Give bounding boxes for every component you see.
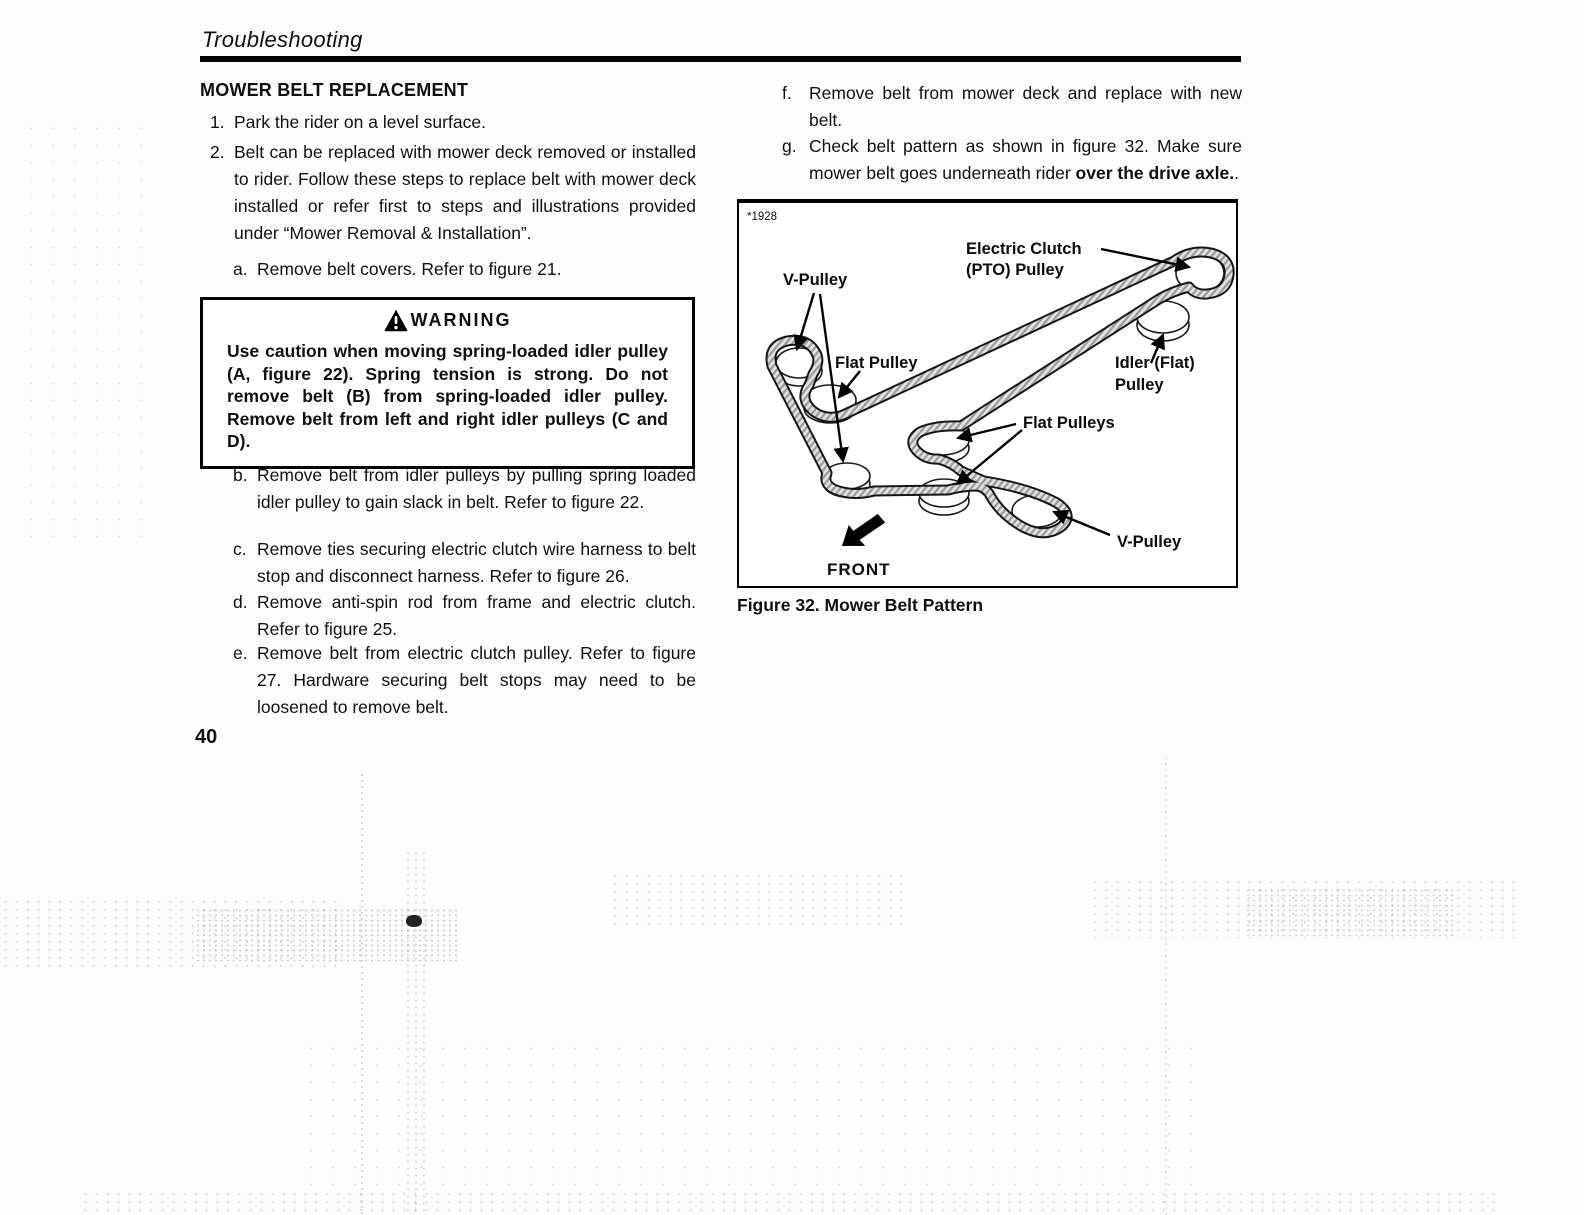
substep-text: Remove ties securing electric clutch wire harness to belt stop and disconnect harness. Refer to figure 26. (257, 539, 696, 586)
scan-noise (360, 772, 364, 1215)
running-head: Troubleshooting (202, 27, 363, 52)
step-number: 1. (210, 112, 225, 132)
figure-32-belt-diagram (737, 199, 1238, 588)
scan-noise (300, 1040, 1200, 1200)
label-idler-line1: Idler (Flat) (1115, 354, 1195, 372)
scan-noise (1164, 755, 1168, 1215)
arrow-v-pulley-top-2 (820, 294, 843, 461)
warning-title: WARNING (410, 310, 512, 330)
label-flat-pulley: Flat Pulley (835, 354, 918, 372)
substep-text: Remove anti-spin rod from frame and electric clutch. Refer to figure 25. (257, 592, 696, 639)
label-electric-clutch-line2: (PTO) Pulley (966, 261, 1064, 279)
label-v-pulley-top: V-Pulley (783, 271, 848, 289)
substep-item-e (233, 640, 696, 721)
scan-noise (80, 1190, 1500, 1212)
page-number: 40 (195, 726, 218, 748)
substep-letter: g. (782, 136, 797, 156)
label-electric-clutch-line1: Electric Clutch (966, 240, 1082, 258)
substep-text-bold: over the drive axle. (1075, 163, 1235, 183)
scan-noise (195, 908, 460, 963)
header-rule (200, 56, 1241, 62)
step-item-2 (210, 139, 696, 247)
scan-noise (404, 850, 430, 1215)
substep-item-c (233, 536, 696, 590)
substep-text: Remove belt from electric clutch pulley. Refer to figure 27. Hardware securing belt stops may need to be loosened to remove belt. (257, 643, 696, 717)
scan-noise (20, 120, 150, 550)
scan-noise (1245, 888, 1455, 936)
substep-item-b (233, 462, 696, 516)
substep-text (809, 133, 1242, 187)
figure-code-label: *1928 (747, 211, 778, 223)
warning-box (200, 297, 695, 469)
scan-noise (610, 872, 910, 927)
substep-item-g (782, 133, 1242, 187)
substep-letter: d. (233, 592, 248, 612)
section-title: MOWER BELT REPLACEMENT (200, 80, 469, 100)
warning-triangle-icon (384, 309, 408, 332)
substep-text: Remove belt covers. Refer to figure 21. (257, 259, 562, 279)
label-flat-pulleys: Flat Pulleys (1023, 414, 1115, 432)
substep-letter: a. (233, 259, 248, 279)
substep-item-a (233, 256, 696, 283)
step-number: 2. (210, 142, 225, 162)
substep-item-f (782, 80, 1242, 134)
substep-text-plain: Check belt pattern as shown in figure 32. Make sure mower belt goes underneath rider (809, 136, 1242, 183)
label-front: FRONT (827, 560, 891, 579)
label-v-pulley-bottom: V-Pulley (1117, 533, 1182, 551)
warning-header (227, 309, 668, 332)
substep-letter: b. (233, 465, 248, 485)
front-direction-arrow (842, 514, 885, 546)
belt-pattern-drawing (739, 203, 1236, 586)
substep-letter: f. (782, 83, 792, 103)
step-text: Belt can be replaced with mower deck removed or installed to rider. Follow these steps to replace belt with mower deck installed or refer first to steps and illustrations provided under “Mower Removal & Installation”. (234, 142, 696, 243)
substep-text: Remove belt from mower deck and replace with new belt. (809, 83, 1242, 130)
substep-item-d (233, 589, 696, 643)
step-text: Park the rider on a level surface. (234, 112, 486, 132)
figure-caption: Figure 32. Mower Belt Pattern (737, 595, 984, 615)
label-idler-line2: Pulley (1115, 376, 1164, 394)
warning-body: Use caution when moving spring-loaded idler pulley (A, figure 22). Spring tension is strong. Do not remove belt (B) from spring-loaded idler pulley. Remove belt from left and right idler pulleys (C and D). (227, 341, 668, 451)
substep-letter: c. (233, 539, 247, 559)
scan-noise (1090, 878, 1520, 938)
substep-text-trailing: . (1234, 163, 1239, 183)
scan-noise (406, 915, 422, 927)
substep-letter: e. (233, 643, 248, 663)
substep-text: Remove belt from idler pulleys by pulling spring loaded idler pulley to gain slack in belt. Refer to figure 22. (257, 465, 696, 512)
step-item-1 (210, 109, 696, 136)
scan-noise (0, 898, 340, 968)
